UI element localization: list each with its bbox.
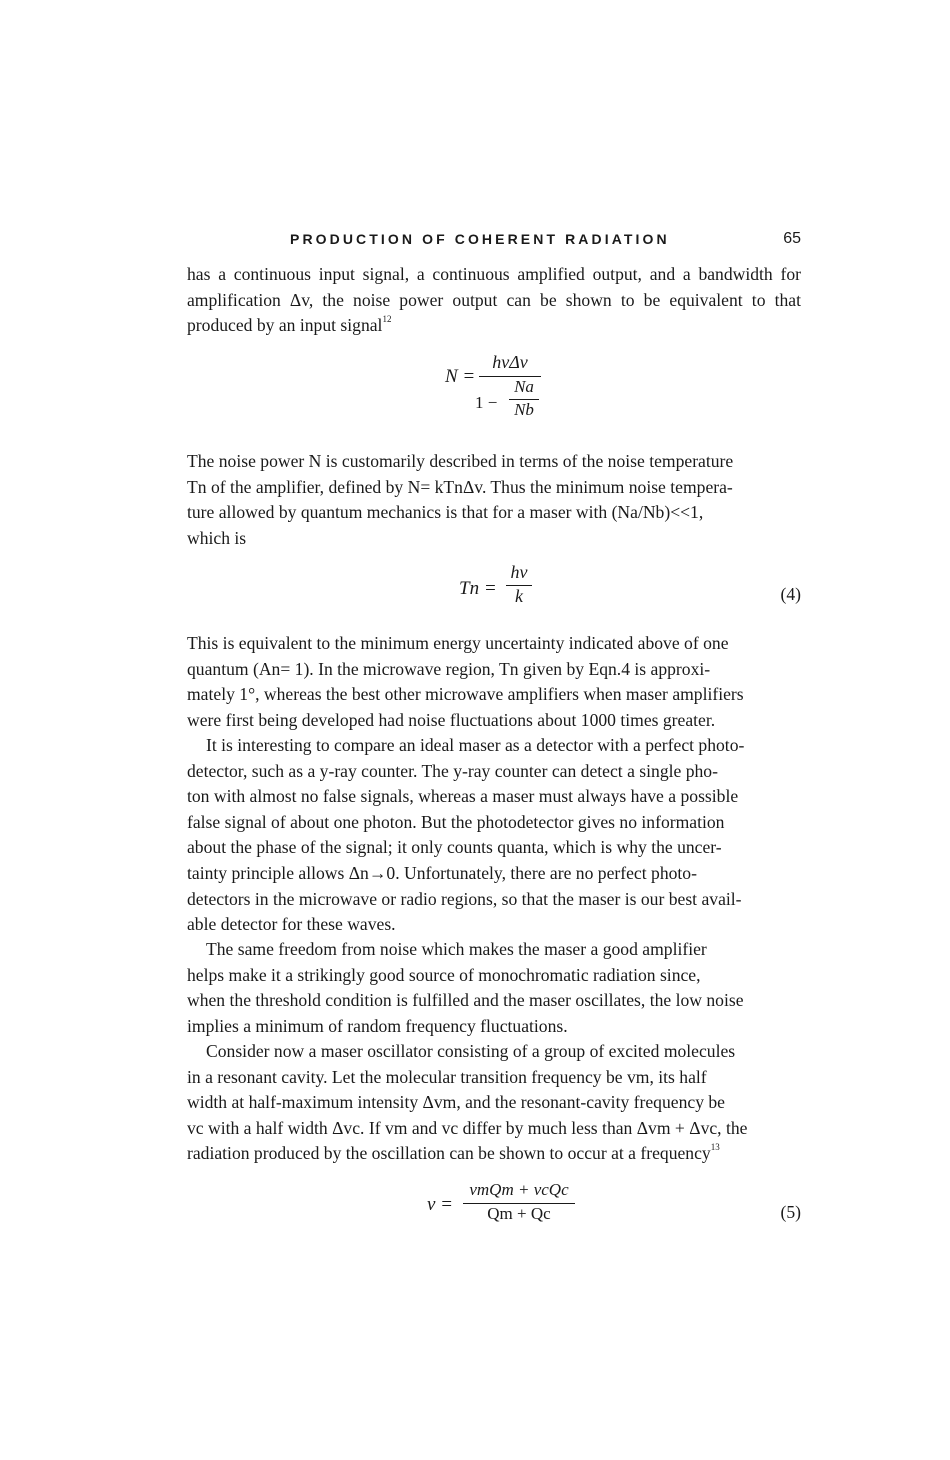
paragraph-6 xyxy=(187,1039,801,1167)
paragraph-3 xyxy=(187,631,801,733)
eq-noise-numerator: hvΔv xyxy=(492,352,528,372)
page-header xyxy=(187,228,801,252)
paragraph-4-line-2: detector, such as a y-ray counter. The y-ray counter can detect a single pho- xyxy=(187,760,718,781)
eq-noise-lhs: N = xyxy=(445,366,476,387)
eq5-fraction xyxy=(463,1180,575,1224)
paragraph-4-line-6: tainty principle allows Δn→0. Unfortunately, there are no perfect photo- xyxy=(187,862,697,883)
paragraph-3-line-1: This is equivalent to the minimum energy uncertainty indicated above of one xyxy=(187,633,729,653)
paragraph-6-line-5 xyxy=(187,1141,801,1167)
eq-noise-den-den: Nb xyxy=(514,400,534,419)
eq4-lhs: Tn = xyxy=(459,578,497,599)
equation-noise-power xyxy=(187,352,801,432)
paragraph-2-line-2: Tn of the amplifier, defined by N= kTnΔv. Thus the minimum noise tempera- xyxy=(187,476,733,497)
equation-number-5: (5) xyxy=(780,1202,801,1222)
paragraph-2-line-1: The noise power N is customarily described in terms of the noise temperature xyxy=(187,451,734,471)
paragraph-6-line-1: Consider now a maser oscillator consisting of a group of excited molecules xyxy=(206,1041,736,1061)
eq-noise-denominator xyxy=(475,377,541,429)
eq-noise-den-num: Na xyxy=(514,377,534,396)
eq5-lhs: v = xyxy=(427,1194,454,1215)
paragraph-4-line-4: false signal of about one photon. But the photodetector gives no information xyxy=(187,811,725,832)
paragraph-5 xyxy=(187,937,801,1039)
paragraph-5-line-2: helps make it a strikingly good source of monochromatic radiation since, xyxy=(187,964,701,985)
paragraph-4 xyxy=(187,733,801,938)
paragraph-6-line-5-text: radiation produced by the oscillation can be shown to occur at a frequency xyxy=(187,1143,711,1164)
running-head: PRODUCTION OF COHERENT RADIATION xyxy=(290,231,670,247)
eq4-fraction xyxy=(506,562,532,607)
footnote-ref-13[interactable]: 13 xyxy=(710,1142,720,1153)
paragraph-3-line-2: quantum (An= 1). In the microwave region, Tn given by Eqn.4 is approxi- xyxy=(187,658,711,679)
eq5-denominator: Qm + Qc xyxy=(487,1204,551,1223)
eq5-numerator: vmQm + vcQc xyxy=(469,1180,569,1199)
equation-5 xyxy=(187,1180,801,1236)
paragraph-4-line-8: able detector for these waves. xyxy=(187,914,396,935)
paragraph-2 xyxy=(187,449,801,551)
paragraph-2-line-3: ture allowed by quantum mechanics is that for a maser with (Na/Nb)<<1, xyxy=(187,502,704,523)
paragraph-4-line-5: about the phase of the signal; it only counts quanta, which is why the uncer- xyxy=(187,837,722,858)
paragraph-5-line-1: The same freedom from noise which makes the maser a good amplifier xyxy=(206,939,707,959)
paragraph-1 xyxy=(187,262,801,339)
equation-4 xyxy=(187,562,801,618)
eq-noise-fraction xyxy=(475,352,541,429)
eq4-numerator: hv xyxy=(510,562,528,582)
paragraph-4-line-3: ton with almost no false signals, whereas a maser must always have a possible xyxy=(187,786,739,807)
paragraph-4-line-1: It is interesting to compare an ideal maser as a detector with a perfect photo- xyxy=(206,735,745,755)
paragraph-1-text: has a continuous input signal, a continuous amplified output, and a bandwidth for amplification Δv, the noise power output can be shown to be equivalent to that produced by an input signal xyxy=(187,264,801,336)
eq-noise-den-prefix: 1 − xyxy=(475,393,498,412)
paragraph-6-line-3: width at half-maximum intensity Δvm, and the resonant-cavity frequency be xyxy=(187,1092,725,1113)
paragraph-2-line-4: which is xyxy=(187,527,247,548)
paragraph-6-line-2: in a resonant cavity. Let the molecular transition frequency be vm, its half xyxy=(187,1066,707,1087)
page-number: 65 xyxy=(783,230,801,247)
footnote-ref-12[interactable]: 12 xyxy=(382,314,392,325)
paragraph-5-line-4: implies a minimum of random frequency fluctuations. xyxy=(187,1015,568,1036)
paragraph-5-line-3: when the threshold condition is fulfilled and the maser oscillates, the low noise xyxy=(187,990,744,1011)
paragraph-4-line-7: detectors in the microwave or radio regions, so that the maser is our best avail- xyxy=(187,888,742,909)
equation-number-4: (4) xyxy=(780,584,801,604)
paragraph-6-line-4: vc with a half width Δvc. If vm and vc differ by much less than Δvm + Δvc, the xyxy=(187,1117,748,1138)
eq4-denominator: k xyxy=(515,586,523,606)
paragraph-3-line-4: were first being developed had noise fluctuations about 1000 times greater. xyxy=(187,709,716,730)
paragraph-3-line-3: mately 1°, whereas the best other microwave amplifiers when maser amplifiers xyxy=(187,684,744,705)
